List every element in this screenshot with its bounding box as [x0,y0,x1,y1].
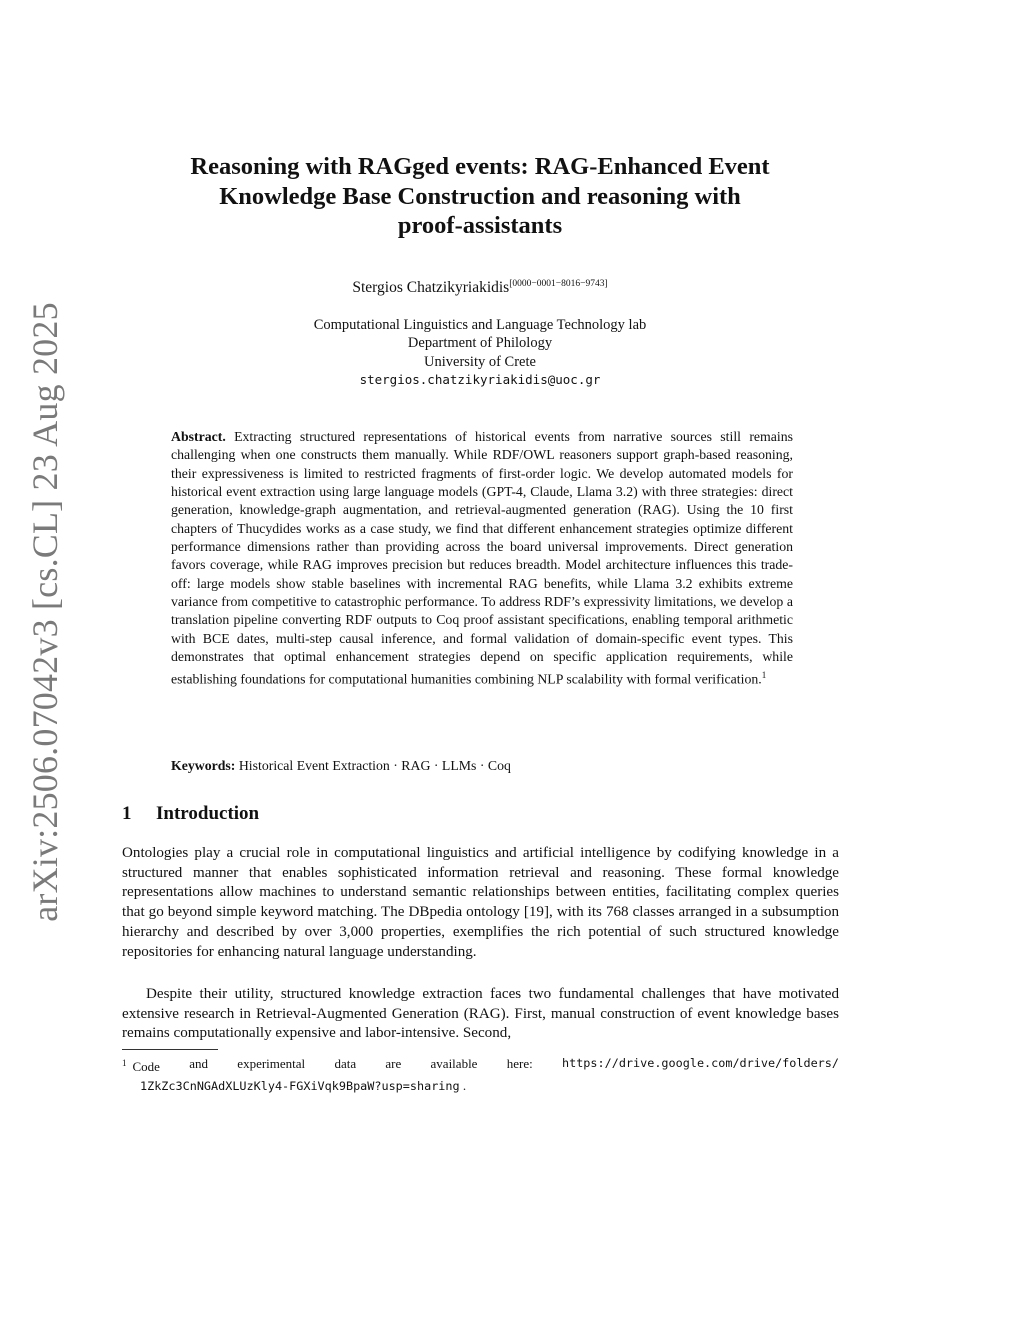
affiliation-lab: Computational Linguistics and Language Technology lab [313,317,647,333]
footnote-word: $^1$ Code [122,1058,160,1074]
section-heading [122,803,259,825]
abstract [171,428,793,689]
author-email[interactable]: stergios.chatzikyriakidis@uoc.gr [359,371,601,387]
paragraph: Ontologies play a crucial role in computational linguistics and artificial intelligence by codifying knowledge in a structured manner that enables sophisticated information retrieval and reasoning. These formal knowledge representations allow machines to understand semantic relationships between entities, facilitating complex queries that go beyond simple keyword matching. The DBpedia ontology [19], with its 768 classes arranged in a subsumption hierarchy and described by over 3,000 properties, exemplifies the rich potential of such structured knowledge repositories for enhancing natural language understanding. [122,845,839,960]
affiliation-university: University of Crete [424,353,536,370]
arxiv-identifier[interactable]: arXiv:2506.07042v3 [cs.CL] 23 Aug 2025 [25,302,65,922]
footnote-link[interactable]: https://drive.google.com/drive/folders/ [562,1056,839,1070]
footnote-mark: 1 [122,1058,127,1068]
abstract-label: Abstract. [171,429,226,444]
affiliation-department: Department of Philology [407,335,553,352]
footnote-word: experimental [237,1056,306,1071]
title-line: proof-assistants [397,212,563,239]
footnote-ref[interactable]: 1 [761,670,767,681]
footnote [122,1054,839,1096]
author-orcid[interactable]: [0000−0001−8016−9743] [509,279,608,289]
paper-title [110,152,850,241]
abstract-text: Extracting structured representations of historical events from narrative sources still remains challenging when one constructs them manually. While RDF/OWL reasoners support graph-based reasoning, their expressiveness is limited to restricted fragments of first-order logic. We develop automated models for historical event extraction using large language models (GPT-4, Claude, Llama 3.2) with three strategies: direct generation, knowledge-graph augmentation, and retrieval-augmented generation (RAG). Using the 10 first chapters of Thucydides works as a case study, we find that different enhancement strategies optimize different performance dimensions rather than providing across the board universal improvements. Direct generation favors coverage, while RAG improves precision but reduces breadth. Model architecture influences this trade-off: large models show stable baselines with incremental RAG benefits, while Llama 3.2 exhibits extreme variance from competitive to catastrophic performance. To address RDF’s expressivity limitations, we develop a translation pipeline converting RDF outputs to Coq proof assistant specifications, enabling temporal arithmetic with BCE dates, multi-step causal inference, and formal validation of domain-specific event types. This demonstrates that optimal enhancement strategies depend on specific application requirements, while establishing foundations for computational humanities combining NLP scalability with formal verification. [171,429,793,688]
paragraph: Despite their utility, structured knowledge extraction faces two fundamental challenges that have motivated extensive research in Retrieval-Augmented Generation (RAG). First, manual construction of event knowledge bases remains computationally expensive and labor-intensive. Second, [122,986,839,1042]
footnote-rule [122,1049,218,1050]
footnote-word: data [334,1056,357,1071]
footnote-line [122,1076,839,1096]
footnote-link[interactable]: 1ZkZc3CnNGAdXLUzKly4-FGXiVqk9BpaW?usp=sharing [140,1079,460,1093]
affiliation-block [140,316,820,389]
keywords-label: Keywords: [171,758,236,773]
footnote-word: available [430,1056,478,1071]
author-line [140,279,820,297]
author-name: Stergios Chatzikyriakidis [352,279,510,296]
keywords-text: Historical Event Extraction · RAG · LLMs · Coq [238,758,511,773]
footnote-line [122,1054,839,1076]
keywords [171,758,793,774]
title-line: Knowledge Base Construction and reasoning with [219,182,741,210]
section-number: 1 [122,803,132,824]
arxiv-stamp [0,0,90,1325]
section-title: Introduction [156,803,260,824]
footnote-word: are [385,1056,402,1071]
title-line: Reasoning with RAGged events: RAG-Enhanced Event [190,153,770,180]
footnote-word: here: [506,1056,533,1071]
footnote-end: . [462,1078,467,1093]
footnote-word: and [189,1056,209,1071]
